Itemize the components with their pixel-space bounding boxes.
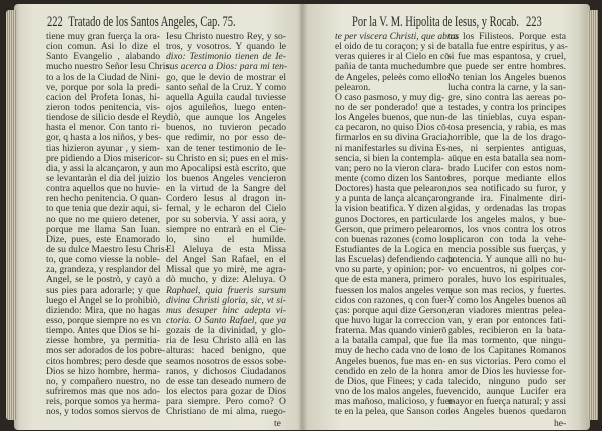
text-line: ctoria. O Santo Rafael, que ya (166, 314, 286, 326)
text-line: aplicaron con toda la vehe- (448, 233, 566, 245)
text-line: zieron todos penitencia, vis- (46, 101, 160, 113)
text-line: su Christo en si; pues en el mis- (166, 152, 289, 164)
text-line: Y como los Angeles buenos aū (448, 294, 567, 306)
text-line: to, que como viesse la noble- (46, 254, 160, 266)
text-line: ve, porque por sola la predi- (46, 81, 160, 93)
text-line: si fue mas espantosa, y cruel, (448, 51, 566, 63)
text-line: grande ira. Finalmente diri- (448, 193, 566, 205)
text-line: tias hizieron ayunar , y siem- (46, 142, 160, 154)
text-line: no de los Capitanes Romanos (448, 345, 566, 357)
text-line: a la batalla campal, que fue (335, 335, 443, 347)
text-line: que redimir, no por esso de- (166, 132, 286, 144)
text-line: to que tenia que dezir aqui, si- (46, 203, 162, 215)
text-line: ojos aguileños, luego enten- (166, 101, 286, 113)
text-line: Estudiantes de la Logica en (335, 243, 443, 255)
text-line: los electos para gozar de Dios (166, 385, 286, 397)
text-line: ca pecaron, no quiso Dios cō- (335, 122, 450, 134)
text-line: vo encuentros, ni golpes cor- (448, 264, 566, 276)
text-line: mucho nuestro Señor Iesu Chris (46, 61, 170, 73)
text-line: nos, los vnos contra los otros (448, 223, 566, 235)
text-line: tra los Filisteos. Porque esta (448, 31, 566, 42)
text-line: gables, recibieron en la bata- (448, 325, 566, 337)
text-line: gozais de la divinidad, y glo- (166, 325, 286, 337)
text-line: dò mucho, y dize: Aleluya. O (166, 274, 286, 286)
text-line: mos ser adorados de los pobre- (46, 345, 166, 357)
text-line: Angeles buenos, fue mas en- (335, 355, 446, 367)
text-line: que son mas recios, y fuertes. (448, 284, 566, 296)
text-line: pre pidiendo a Dios misericor- (46, 152, 164, 164)
left-column-2 (166, 31, 289, 418)
text-line: de esse tan deseado numero de (166, 375, 286, 387)
text-line: sufriremos mas que nos ado- (46, 385, 160, 397)
text-line: O caso pasmoso, y muy dig- (335, 91, 445, 103)
text-line: los Angeles buenos, que nun- (335, 112, 448, 124)
text-line: de su dulce Maestro Iesu Chris- (46, 243, 168, 255)
catchword: te (274, 418, 281, 429)
text-line: buenos, no tuvieron pecado (166, 122, 286, 134)
running-head: Por la V. M. Hipolita de Iesus, y Rocab. (352, 14, 520, 30)
text-line: tiendose de silicio desde el Rey (46, 112, 167, 124)
text-line: vno de los malos angeles, fue (335, 385, 448, 397)
right-column-2 (448, 32, 566, 417)
text-line: fraterna. Mas quando vinierō (335, 325, 447, 337)
text-line: dia, y assi la alcançaron, y aun (46, 162, 164, 174)
text-line: fuessen los malos angeles ven- (335, 284, 454, 296)
text-line: Raphael, quia frueris sursum (166, 284, 286, 296)
text-line: tros, y vosotros. Y quando le (166, 41, 286, 53)
text-line: Dize, pues, este Enamorado (46, 233, 160, 245)
text-line: tiene muy gran fuerça la ora- (46, 31, 160, 42)
text-line: mente (como dizen los Santos (335, 172, 451, 184)
text-line: no, y compañero nuestro, no (46, 375, 160, 387)
text-line: batalla fue entre espiritus, y as- (448, 41, 568, 53)
text-line: ziesse hombre, ya permitia- (46, 335, 160, 347)
text-line: tiempo. Antes que Dios se hi- (46, 325, 160, 337)
text-line: fernal, y le echaron del Cielo (166, 203, 286, 215)
text-line: sus pies para adorarle; y que (46, 284, 160, 296)
text-line: los Angeles buenos quedaron (448, 406, 566, 418)
text-line: cacion del Profeta Ionas, hi- (46, 91, 160, 103)
text-line: veras quieres ir al Cielo en cō- (335, 51, 453, 63)
text-line: firmarlos en su divina Gracia, (335, 132, 450, 144)
text-line: Dios se hizo hombre, herma- (46, 365, 160, 377)
text-line: de las tinieblas, cuya espan- (448, 112, 566, 124)
text-line: aquella Aguila caudal tuviesse (166, 91, 286, 103)
text-line: alturas: haced benigno, que (166, 345, 286, 357)
text-line: za, grandeza, y resplandor del (46, 264, 161, 276)
left-page (14, 4, 302, 430)
text-line: la vision beatifica. Y dizen al- (335, 203, 450, 215)
text-line: en sus victorias. Pero como el (448, 355, 566, 367)
text-line: mo Apocalipsi està escrito, que (166, 162, 286, 174)
text-line: mencia possible sus fuerças, y (448, 243, 566, 255)
text-line: Cordero Iesus al dragon in- (166, 193, 286, 205)
text-line: que de esta manera, primero (335, 274, 444, 286)
text-line: reis, porque somos ya herma- (46, 396, 160, 408)
text-line: con buenas razones (como los (335, 233, 451, 245)
text-line: horrible, que la de los drago- (448, 132, 566, 144)
text-line: se levantaràn el dia del juizio (46, 172, 160, 184)
text-line: que puede ser entre hombres. (448, 61, 566, 73)
text-line: potencia. Y aunque allì no hu- (448, 254, 566, 266)
text-line: Christiano de mi alma, ruego- (166, 406, 286, 418)
text-line: luego el Angel se lo prohibiò, (46, 294, 160, 306)
text-line: cion comun. Asi lo dize el (46, 41, 160, 53)
page-stack-edge (588, 10, 598, 420)
text-line: testades, y contra los principes (448, 101, 566, 113)
text-line: gunos Doctores, en particular (335, 213, 448, 225)
text-line: siempre no entrarà en el Cie- (166, 223, 286, 235)
running-head: Tratado de los Santos Angeles, Cap. 75. (68, 14, 236, 30)
left-column-1 (46, 31, 170, 418)
text-line: vno su parte, y opinion; por- (335, 264, 445, 276)
text-line: no de ser ponderado! que a (335, 101, 443, 113)
text-line: seamos nosotros de essos sobe- (166, 355, 287, 367)
text-line: Missal que yo mirè, me agra- (166, 264, 286, 276)
text-line: nes, ni serpientes antiguas, (448, 142, 566, 154)
catchword: he- (554, 418, 567, 429)
text-line: de Dios, que Finees; y cada (335, 375, 443, 387)
text-line: ren hecho penitencia. O quan- (46, 193, 162, 205)
text-line: gor, q hasta a los niños, y bes- (46, 132, 162, 144)
text-line: esso, porque siempre no es vn (46, 314, 162, 326)
text-line: talecido, ninguno pudo ser (448, 375, 566, 387)
text-line: amor de Dios les huviesse for- (448, 365, 566, 377)
text-line: muy de hecho cada vno de los (335, 345, 451, 357)
text-line: brado Lucifer con estos nom- (448, 162, 566, 174)
text-line: Gerson, que primero pelearon (335, 223, 450, 235)
page-number: 222 (47, 14, 63, 30)
text-line: del Angel San Rafael, en el (166, 254, 286, 266)
text-line: lla mas tormento, que ningu- (448, 335, 566, 347)
text-line: to a los de la Ciudad de Nini- (46, 71, 160, 83)
text-line: de Angeles, peleès como ellos (335, 71, 451, 83)
text-line: sus acerca a Dios: para mi ten- (166, 61, 288, 73)
text-line: ria de Iesu Christo allà en las (166, 335, 286, 347)
text-line: van, y eran por entonces fati- (448, 314, 566, 326)
text-line: gidas, y ordenadas las tropas (448, 203, 566, 215)
text-line: de los angeles malos, y bue- (448, 213, 566, 225)
text-line: pañia de tanta muchedumbre (335, 61, 446, 73)
text-line: tosa presencia, y rabia, es mas (448, 122, 566, 134)
text-line: Santo Evangelio , alabando (46, 51, 160, 63)
text-line: pelearon. (335, 81, 371, 93)
text-line: Angel, se le postrò, y cayò a (46, 274, 160, 286)
text-line: contra aquellos que no huvie- (46, 183, 160, 195)
text-line: cidos con razones, q con fuer- (335, 294, 450, 306)
text-line: sencia, si bien la contempla- (335, 152, 444, 164)
text-line: lucha contra la carne, y la san- (448, 81, 566, 93)
text-line: los buenos Angeles vencieron (166, 172, 286, 184)
text-line: y a punta de lança alcançaron (335, 193, 449, 205)
page-stack-edge (6, 10, 16, 420)
left-page-header (47, 14, 236, 30)
text-line: porque me llama San Iuan. (46, 223, 160, 235)
text-line: vencido, aunque Lucifer era (448, 385, 566, 397)
text-line: go, que le devio de mostrar el (166, 71, 286, 83)
text-line: El Aleluya de esta Missa (166, 243, 286, 255)
text-line: hasta el menor. Con tanto ri- (46, 122, 160, 134)
text-line: mas mañoso, malicioso, y fuer- (335, 396, 456, 408)
text-line: xan de tener testimonio de Ie- (166, 142, 286, 154)
right-page-header (352, 14, 542, 30)
text-line: santo señal de la Cruz. Y como (166, 81, 286, 93)
text-line: diò, que aunque los Angeles (166, 112, 286, 124)
text-line: van; pero no la vieron clara- (335, 162, 444, 174)
text-line: citos hombres; pero desde que (46, 355, 163, 367)
text-line: lo, sino el humilde. (166, 233, 286, 245)
book-spread (14, 4, 596, 430)
right-column-1 (335, 31, 460, 418)
text-line: dixo: Testimonio tienen de Ie- (166, 51, 286, 63)
text-line: para siempre. Pero como? O (166, 396, 286, 408)
text-line: las Escuelas) defendiendo cada (335, 254, 455, 266)
text-line: en la virtud de la Sangre del (166, 183, 286, 195)
text-line: bres, porque mediante ellos (448, 172, 566, 184)
text-line: cendido en zelo de la honra (335, 365, 443, 377)
text-line: te per viscera Christi, que abras (335, 31, 460, 42)
text-line: ranos, y dichosos Ciudadanos (166, 365, 286, 377)
text-line: no que no me quiero detener, (46, 213, 160, 225)
right-page (302, 4, 590, 430)
page-number: 223 (526, 14, 542, 30)
text-line: mayor en fuerça natural; y assi (448, 396, 567, 408)
text-line: nos, y todos somos siervos de (46, 406, 161, 418)
text-line: Iesu Christo nuestro Rey, y so- (166, 31, 286, 42)
text-line: nos sea notificado su furor, y (448, 183, 566, 195)
text-line: el oido de tu coraçon; y si de (335, 41, 446, 53)
text-line: porales, huvo los espirituales, (448, 274, 566, 286)
text-line: gre, sino contra las aereas po- (448, 91, 566, 103)
text-line: por su sobervia. Y assi aora, y (166, 213, 286, 225)
text-line: que huvo lugar la correccion (335, 314, 445, 326)
text-line: ças: porque aqui dize Gerson, (335, 304, 449, 316)
text-line: te en la pelea, que Sanson con- (335, 406, 454, 418)
text-line: diziendo: Mira, que no hagas (46, 304, 160, 316)
text-line: No tenian los Angeles buenos (448, 71, 566, 83)
text-line: mus desuper hinc adepta vi- (166, 304, 286, 316)
text-line: aūque en esta batalla sea nom- (448, 152, 566, 164)
text-line: divina Christi gloria, sic, vt si- (166, 294, 286, 306)
text-line: Doctores) hasta que pelearon, (335, 183, 450, 195)
text-line: eran viadores mientras pelea- (448, 304, 566, 316)
text-line: ni manifestarles su divina Es- (335, 142, 449, 154)
